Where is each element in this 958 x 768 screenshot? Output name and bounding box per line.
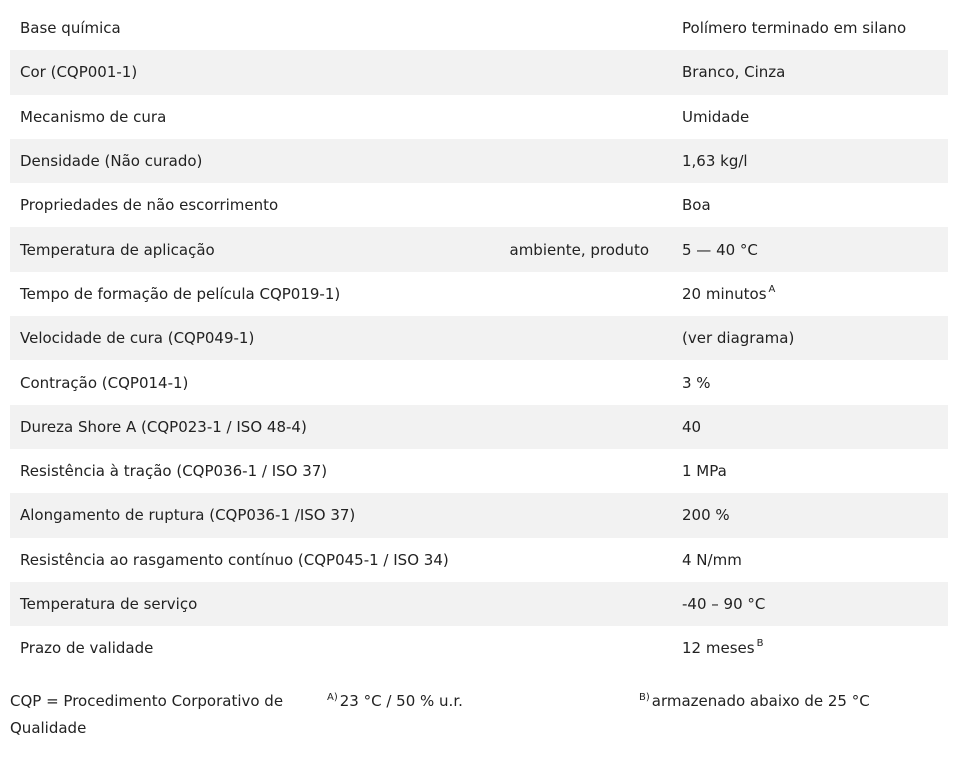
property-label: Propriedades de não escorrimento: [20, 196, 279, 215]
footnote-cqp-line1: CQP = Procedimento Corporativo de: [10, 692, 284, 710]
property-value: Branco, Cinza: [682, 63, 786, 82]
table-row: [10, 272, 948, 316]
footnote-cqp-line2: Qualidade: [10, 719, 87, 737]
property-label: Contração (CQP014-1): [20, 373, 189, 392]
table-row: [10, 538, 948, 582]
property-value: 40: [682, 417, 702, 436]
properties-table: [10, 6, 948, 670]
footnote-a: [327, 688, 463, 717]
table-row: [10, 626, 948, 670]
property-value: 4 N/mm: [682, 550, 742, 569]
table-row: [10, 227, 948, 271]
property-label: Base química: [20, 19, 121, 38]
table-row: [10, 183, 948, 227]
property-value: (ver diagrama): [682, 329, 795, 348]
property-label: Dureza Shore A (CQP023-1 / ISO 48-4): [20, 417, 307, 436]
table-row: [10, 95, 948, 139]
table-row: [10, 6, 948, 50]
property-label: Prazo de validade: [20, 639, 154, 658]
footnote-cqp: [10, 688, 283, 742]
footnote-a-marker: A): [327, 692, 338, 703]
footnote-marker: B: [756, 638, 764, 650]
table-row: [10, 139, 948, 183]
property-qualifier: ambiente, produto: [509, 240, 649, 259]
table-row: [10, 360, 948, 404]
property-label: Resistência ao rasgamento contínuo (CQP045-1 / ISO 34): [20, 550, 449, 569]
property-value: Boa: [682, 196, 711, 215]
property-label: Cor (CQP001-1): [20, 63, 138, 82]
property-value: -40 – 90 °C: [682, 595, 766, 613]
footnote-marker: A: [768, 283, 776, 295]
property-label: Resistência à tração (CQP036-1 / ISO 37): [20, 462, 328, 481]
property-value: 5 — 40 °C: [682, 240, 758, 259]
property-value: 20 minutos $^A$: [682, 283, 776, 303]
property-label: Mecanismo de cura: [20, 107, 167, 126]
property-value: 12 meses $^B$: [682, 638, 764, 658]
property-label: Tempo de formação de película CQP019-1): [20, 284, 341, 303]
property-label: Velocidade de cura (CQP049-1): [20, 329, 255, 348]
property-label: Alongamento de ruptura (CQP036-1 /ISO 37): [20, 506, 356, 525]
footnote-b-marker: B): [639, 692, 650, 703]
property-label: Temperatura de aplicação: [20, 240, 215, 259]
table-row: [10, 493, 948, 537]
property-value: 1,63 kg/l: [682, 152, 748, 171]
table-row: [10, 316, 948, 360]
table-row: [10, 449, 948, 493]
property-label: Temperatura de serviço: [20, 595, 198, 613]
table-row: [10, 50, 948, 94]
property-value: 1 MPa: [682, 462, 727, 481]
table-row: [10, 582, 948, 626]
footnote-a-text: 23 °C / 50 % u.r.: [339, 692, 463, 710]
property-value: 3 %: [682, 373, 711, 392]
property-value: Umidade: [682, 107, 750, 126]
property-value: 200 %: [682, 506, 730, 525]
table-row: [10, 405, 948, 449]
footnote-b-text: armazenado abaixo de 25 °C: [651, 692, 870, 710]
footnote-b: [639, 688, 870, 717]
property-value: Polímero terminado em silano: [682, 19, 907, 38]
property-label: Densidade (Não curado): [20, 152, 203, 171]
